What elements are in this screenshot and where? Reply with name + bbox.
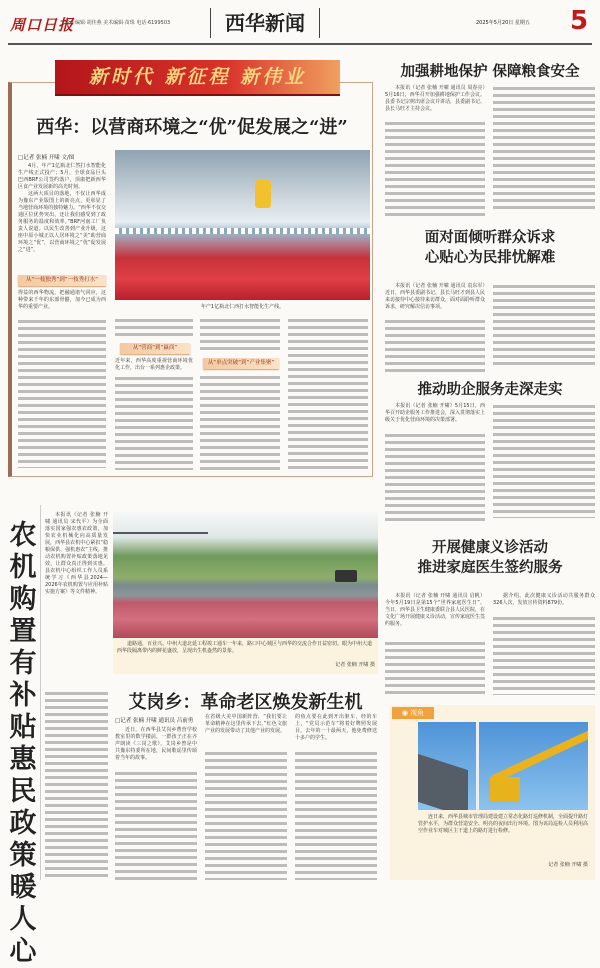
right-headline-3: 推动助企服务走深走实 xyxy=(417,381,563,398)
feature-text-col2a xyxy=(115,317,193,339)
column-divider xyxy=(40,505,41,880)
right-text-4a xyxy=(385,640,485,695)
viewpoint-caption: 连日来，西华县城市管理局建设建立常态化路灯巡修机制，全面提升路灯管护水平，为群众营造安全、明亮的夜间出行环境。图为该局巡检人员利用高空作业车对城区主干道上的路灯进行检修。 xyxy=(418,814,589,834)
viewpoint-label-text: 视角 xyxy=(410,709,425,717)
aigang-headline: 艾岗乡：革命老区焕发新生机 xyxy=(128,692,363,713)
newspaper-logo: 周口日报 xyxy=(10,16,75,34)
subhead-3: 从“单点突破”到“产业集聚” xyxy=(203,358,279,369)
streetlight-repair-photo xyxy=(418,722,588,810)
right-lead-4b: 据介绍，此次健康义诊活动共服务群众326人次，发放宣传资料879份。 xyxy=(493,593,595,606)
building-shape xyxy=(418,754,468,810)
lead-paragraph-2: 这两大项目的落地，不仅让西华成为豫东产业版图上的新亮点，更彰显了当地营商环境的独特魅力。“西华不仅交通区位优势突出，还让我们感受到了政务服务的温度和效率。”BRF河南工厂负责人说道。以民生改善到产业升级，这座中原小城正以人居环境之“美”助营商环境之“优”，以营商环境之“优”促发展之“进”。 xyxy=(18,191,106,253)
feature-photo-caption: 年产1亿瓶北仁西打水智能化生产线。 xyxy=(200,304,285,310)
right-text-4b xyxy=(493,615,595,695)
boom-arm xyxy=(491,729,588,783)
feature-text-col4 xyxy=(288,317,368,470)
feature-text-col1 xyxy=(18,318,106,468)
aigang-col3-text: 的鱼点要在此到开出驱车，经的车上，“党员示范车”将着好牌照发展目。去年的一十最两天，他免费修送十多户的学生。 xyxy=(295,714,377,741)
right-text-3a xyxy=(385,432,485,522)
worker-figure xyxy=(255,180,271,208)
right-headline-2 xyxy=(385,228,595,268)
feature-text-col2b xyxy=(115,375,193,470)
aigang-col2-text: 在省级大美中国新阵营，“我们要让革命精神在这里传承下去。”红色文旅产业的发展带动了其他产业的发展。 xyxy=(205,714,287,734)
aigang-col1 xyxy=(115,770,197,880)
car xyxy=(335,570,357,582)
viewpoint-label xyxy=(392,707,434,719)
right-lead-4: 本报讯（记者 张楠 开啸 通讯员 启帆）今年5月19日是第15个“世界家庭医生日”。当日，西华县卫生健康委联合县人民医院，在文化广场开展健康义诊活动，宣传家庭医生签约服务。 xyxy=(385,593,486,627)
eye-icon: ◉ xyxy=(401,709,411,717)
feature-banner: 新时代 新征程 新伟业 xyxy=(55,60,340,94)
production-line-photo xyxy=(115,150,370,300)
bottle-row xyxy=(115,228,370,234)
feature-byline: □记者 张楠 开啸 文/图 xyxy=(18,155,75,161)
right-headline-4 xyxy=(385,538,595,578)
subhead-1: 从“一枝独秀”到“一枝秀打水” xyxy=(18,275,106,286)
right-headline-2-line2: 心贴心为民排忧解难 xyxy=(424,249,556,266)
bucket xyxy=(490,777,520,802)
right-text-2a xyxy=(385,318,485,373)
aigang-byline: □记者 张楠 开啸 通讯员 吕前勇 xyxy=(115,718,194,724)
right-text-1a xyxy=(385,120,485,220)
editors-credit: 责任编辑·胡佳燕 美术编辑·苗珠 电话·6199503 xyxy=(65,20,171,26)
right-text-1b xyxy=(493,85,595,210)
page-number: 5 xyxy=(570,6,589,36)
feature-headline: 西华：以营商环境之“优”促发展之“进” xyxy=(36,117,348,138)
viewpoint-credit: 记者 张楠 开啸 摄 xyxy=(548,862,588,868)
right-headline-4-line1: 开展健康义诊活动 xyxy=(432,539,548,556)
section-title: 西华新闻 xyxy=(210,8,320,38)
vertical-headline: 农机购置有补贴 惠民政策暖人心 xyxy=(9,520,37,967)
right-lead-2: 本报讯（记者 张楠 开啸 通讯员 袁东军）近日，西华县委副书记、县长马旺才到县人民来访接待中心接待来访群众，面对面聆听群众诉求，研究解决信访事项。 xyxy=(385,283,486,310)
aigang-col3 xyxy=(295,750,377,880)
header-divider xyxy=(8,43,592,45)
road-photo-caption: 道路通，百业兴。中州大道北延工程竣工通车一年来，路口中心城区与西华的交流合作日益密切。眼为中州大道西华段隔离带内的鲜花盛放，呈现出生机盎然的景象。 xyxy=(117,641,373,654)
feature-para-b: 近年来，西华高度重视营商环境优化工作，出台一系列惠企政策。 xyxy=(115,358,193,371)
right-headline-2-line1: 面对面倾听群众诉求 xyxy=(424,229,556,246)
feature-lead xyxy=(18,163,106,254)
aigang-lead: 近日，在西华县艾岗乡曹营学校教室里的数学楼前，一群孩子正在齐声朗读《三岗之歌》，艾岗乡曾是中共豫东特委所在地，民间歌谣里传颂着当年的故事。 xyxy=(115,727,197,761)
right-lead-1: 本报讯（记者 张楠 开啸 通讯员 周春亮）5月16日，西华召开加强耕地保护工作会议。县委书记宗树出席会议并讲话，县委副书记、县长马旺才主持会议。 xyxy=(385,85,486,112)
issue-date: 2025年5月20日 星期五 xyxy=(476,20,530,26)
right-text-3b xyxy=(493,403,595,518)
right-text-2b xyxy=(493,283,595,368)
sign-gantry xyxy=(113,532,208,534)
road-photo-credit: 记者 张楠 开啸 摄 xyxy=(335,662,375,668)
feature-para-a: 得益的西华物流，把融通诸气回应，这种带来千年的东部骨骼，加今已成为西华的重要产业。 xyxy=(18,290,106,310)
subsidy-article-more xyxy=(45,690,108,880)
road-flowers-photo xyxy=(113,512,378,638)
feature-text-col3a xyxy=(200,317,280,353)
right-headline-1: 加强耕地保护 保障粮食安全 xyxy=(400,63,580,80)
right-lead-3: 本报讯（记者 张楠 开啸）5月15日，西华召开助企服务工作推进会，深入贯彻落实上级关于优化营商环境的决策部署。 xyxy=(385,403,486,423)
right-headline-4-line2: 推进家庭医生签约服务 xyxy=(417,559,563,576)
lamp-pole xyxy=(476,722,479,810)
aigang-col2 xyxy=(205,750,287,880)
subhead-2: 从“营商”到“赢商” xyxy=(120,343,190,354)
feature-text-col3b xyxy=(200,374,280,470)
subsidy-article-text: 本报讯（记者 张楠 开啸 通讯员 宋代平）为全面落实国家强农惠农政策，加快农业机械化向高质量发展，西华县农机中心紧扣“稳粮保供、强机惠农”主线，推动农机购置补贴政策落地见效，让群众真正得到实惠。县农机中心组织工作人员系统学习《西华县2024—2026年农机购置与应用补贴实施方案》等文件精神。 xyxy=(45,512,108,595)
lead-paragraph: 4月，年产1亿瓶北仁然打水智能化生产线正式投产；5月，全球食品巨头巴西BRF公司签约落户，顶康把新西华区食产业发展新的高光时刻。 xyxy=(18,163,106,190)
